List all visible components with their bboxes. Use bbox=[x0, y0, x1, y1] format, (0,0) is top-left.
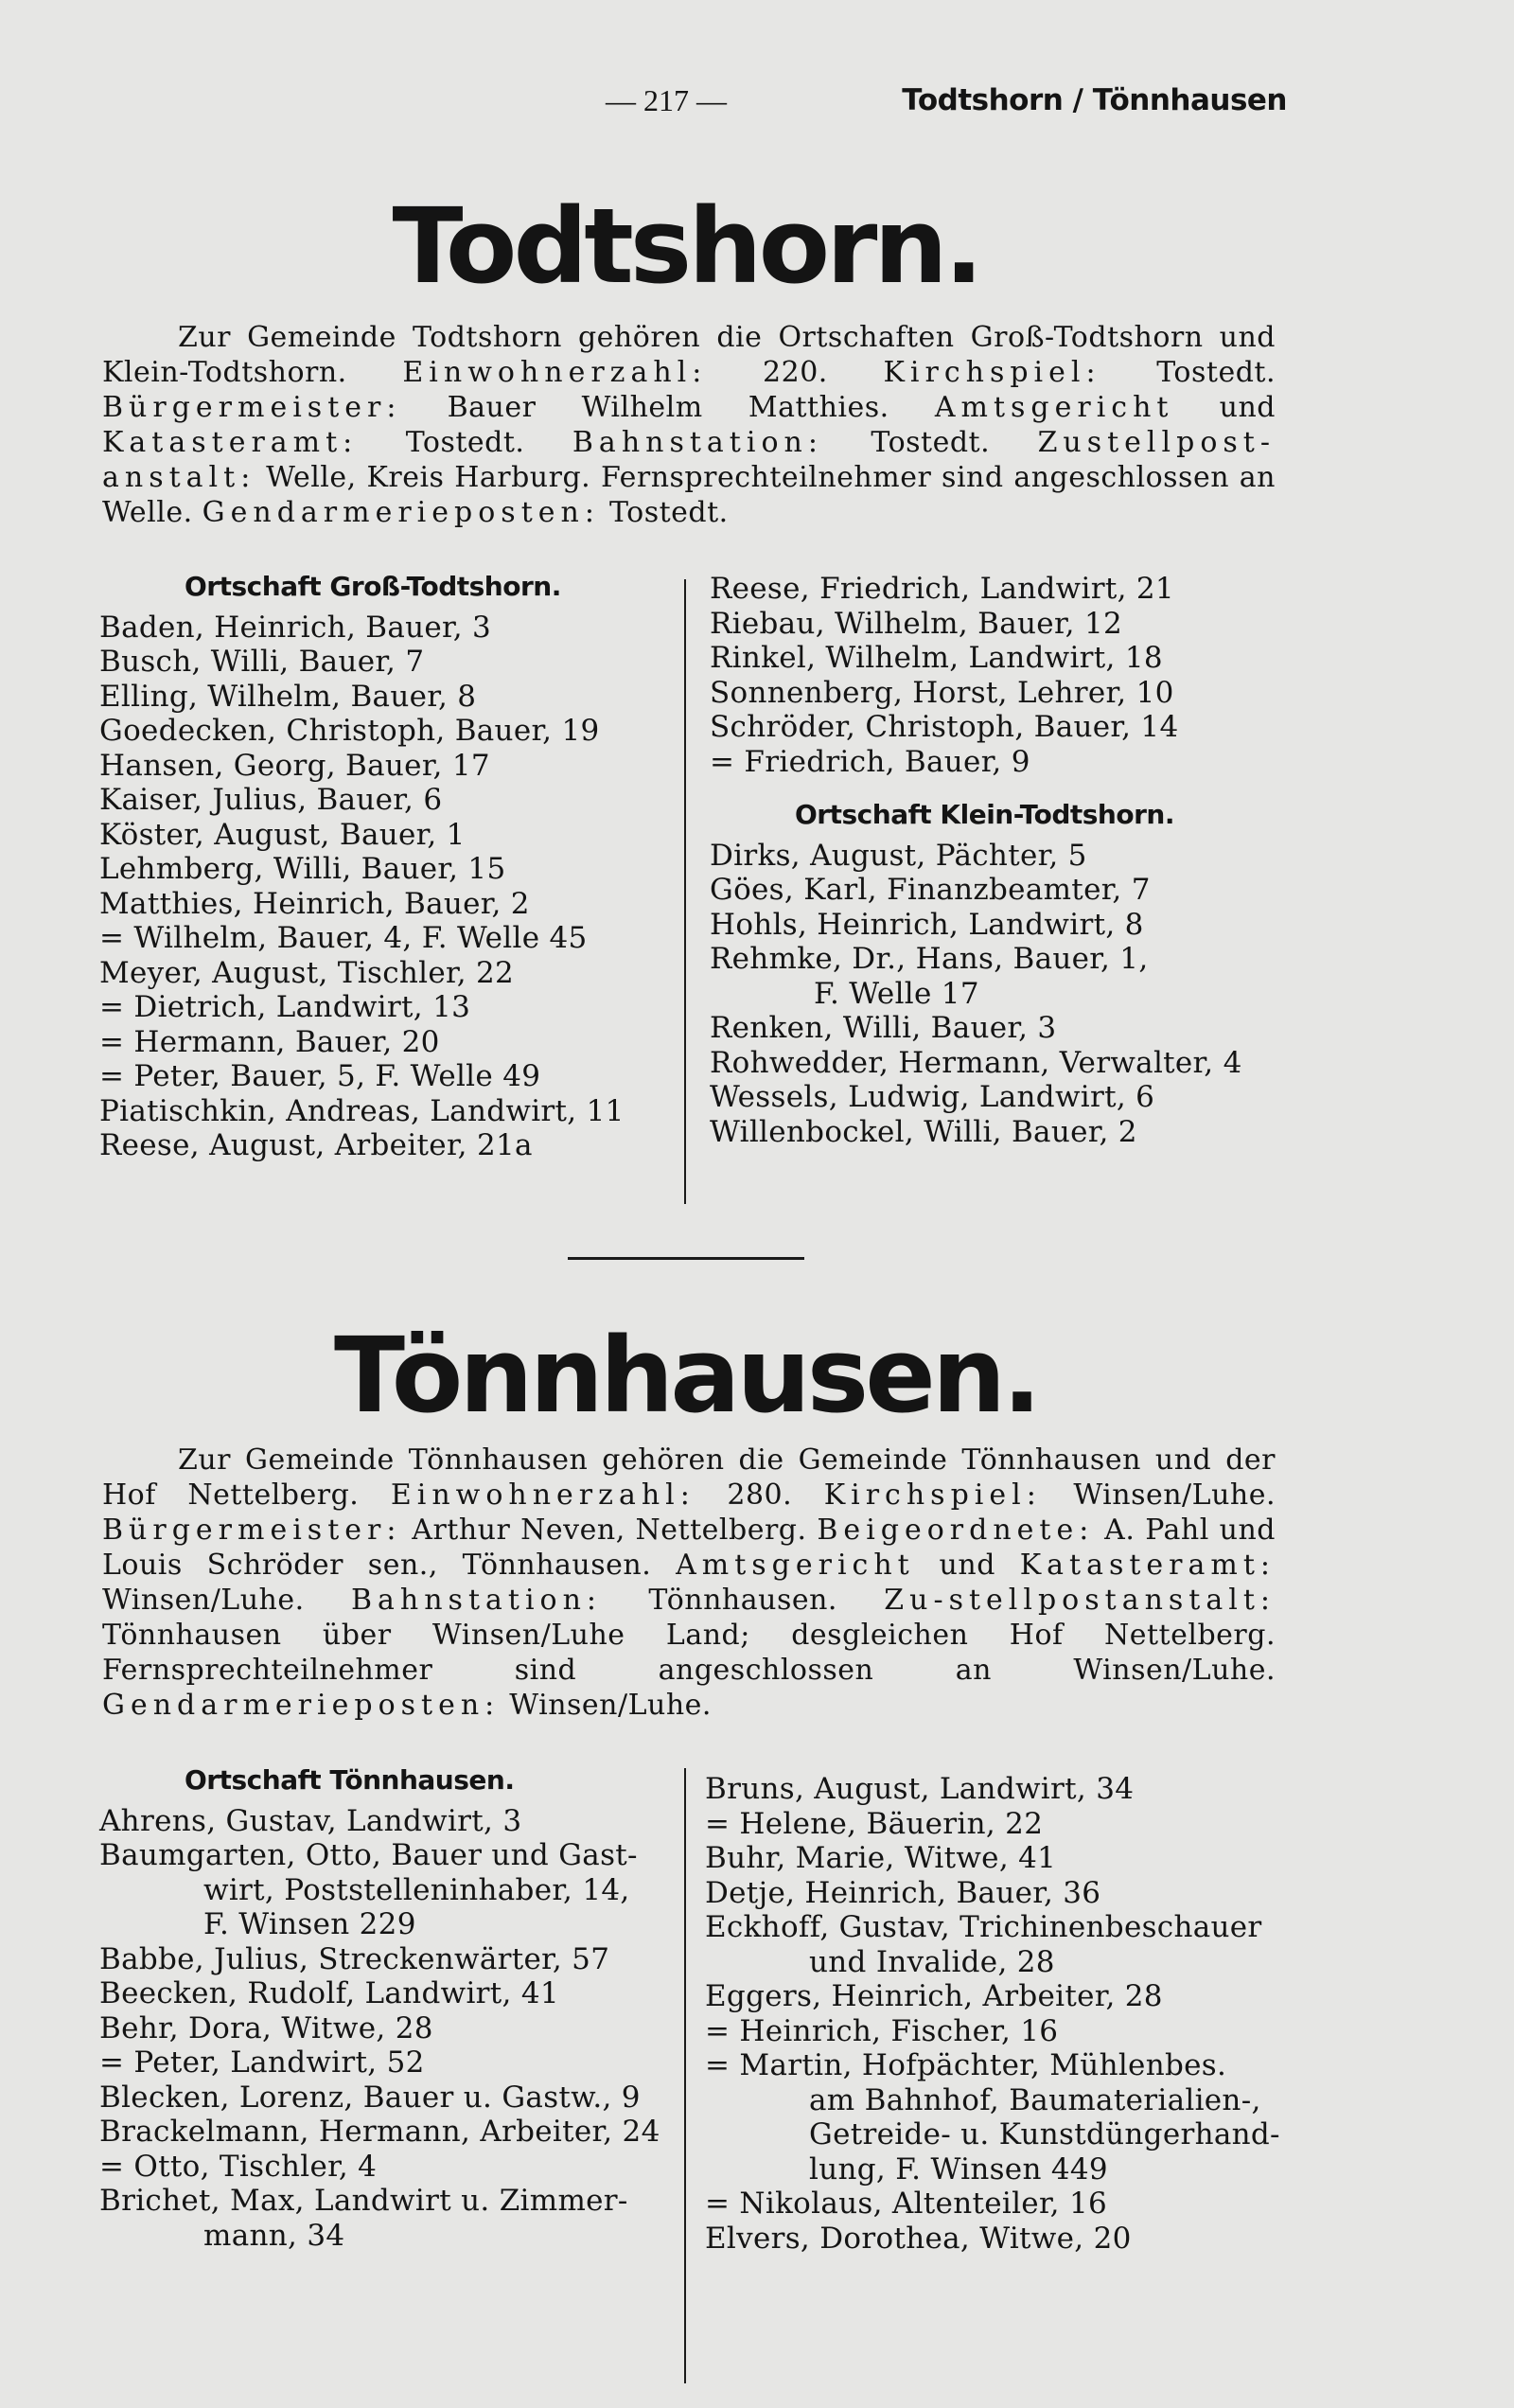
intro-label: Amtsgericht bbox=[676, 1549, 915, 1582]
intro-label: Zu-stellpostanstalt: bbox=[884, 1584, 1276, 1617]
intro-text: 220. bbox=[707, 356, 884, 389]
entry-continuation: lung, F. Winsen 449 bbox=[809, 2151, 1108, 2187]
directory-entry: Schröder, Christoph, Bauer, 14 bbox=[710, 710, 1179, 744]
page-header bbox=[95, 83, 1287, 131]
intro-label: Katasteramt: bbox=[102, 426, 359, 459]
directory-entry: Köster, August, Bauer, 1 bbox=[99, 817, 466, 852]
locality-heading: Ortschaft Tönnhausen. bbox=[185, 1764, 515, 1796]
directory-entry: Lehmberg, Willi, Bauer, 15 bbox=[99, 852, 506, 886]
directory-entry: Kaiser, Julius, Bauer, 6 bbox=[99, 783, 443, 817]
directory-entry: = Martin, Hofpächter, Mühlenbes. bbox=[705, 2048, 1227, 2082]
locality-heading: Ortschaft Klein-Todtshorn. bbox=[795, 799, 1174, 830]
directory-entry: Eckhoff, Gustav, Trichinenbeschauer bbox=[705, 1910, 1262, 1944]
todtshorn-right-column bbox=[710, 572, 1242, 1149]
entry-continuation: F. Welle 17 bbox=[814, 976, 979, 1011]
intro-label: Zustellpost-anstalt: bbox=[102, 426, 1276, 494]
directory-entry: Baden, Heinrich, Bauer, 3 bbox=[99, 610, 492, 645]
intro-label: Bahnstation: bbox=[572, 426, 823, 459]
intro-label: Katasteramt: bbox=[1019, 1549, 1276, 1582]
entry-continuation: am Bahnhof, Baumaterialien-, bbox=[809, 2082, 1261, 2117]
intro-label: Einwohnerzahl: bbox=[390, 1478, 695, 1512]
directory-entry: = Peter, Bauer, 5, F. Welle 49 bbox=[99, 1059, 541, 1093]
intro-text: Bauer Wilhelm Matthies. bbox=[401, 391, 935, 424]
directory-entry: Elling, Wilhelm, Bauer, 8 bbox=[99, 679, 477, 714]
directory-entry: Renken, Willi, Bauer, 3 bbox=[710, 1011, 1057, 1045]
directory-entry: = Hermann, Bauer, 20 bbox=[99, 1024, 440, 1059]
directory-entry: Göes, Karl, Finanzbeamter, 7 bbox=[710, 873, 1151, 907]
directory-entry: Behr, Dora, Witwe, 28 bbox=[99, 2010, 433, 2045]
intro-text: Tostedt. bbox=[599, 496, 729, 529]
directory-entry: Ahrens, Gustav, Landwirt, 3 bbox=[99, 1803, 522, 1838]
directory-entry: Rehmke, Dr., Hans, Bauer, 1, bbox=[710, 942, 1149, 976]
directory-entry: Willenbockel, Willi, Bauer, 2 bbox=[710, 1114, 1137, 1149]
directory-entry: Bruns, August, Landwirt, 34 bbox=[705, 1772, 1135, 1806]
intro-label: Kirchspiel: bbox=[883, 356, 1101, 389]
directory-entry: Dirks, August, Pächter, 5 bbox=[710, 838, 1087, 873]
directory-entry: Hansen, Georg, Bauer, 17 bbox=[99, 748, 490, 783]
intro-todtshorn bbox=[102, 320, 1276, 530]
directory-entry: Elvers, Dorothea, Witwe, 20 bbox=[705, 2221, 1132, 2256]
intro-text: 280. bbox=[695, 1478, 824, 1512]
intro-label: Einwohnerzahl: bbox=[402, 356, 708, 389]
intro-label: Kirchspiel: bbox=[823, 1478, 1042, 1512]
intro-text: Tostedt. bbox=[358, 426, 572, 459]
directory-entry: Babbe, Julius, Streckenwärter, 57 bbox=[99, 1941, 610, 1976]
directory-entry: Baumgarten, Otto, Bauer und Gast- bbox=[99, 1838, 638, 1872]
directory-entry: Beecken, Rudolf, Landwirt, 41 bbox=[99, 1976, 559, 2010]
directory-entry: Matthies, Heinrich, Bauer, 2 bbox=[99, 886, 530, 921]
directory-entry: = Heinrich, Fischer, 16 bbox=[705, 2013, 1059, 2048]
spacer bbox=[710, 779, 1242, 792]
directory-entry: = Dietrich, Landwirt, 13 bbox=[99, 990, 471, 1024]
intro-label: Gendarmerieposten: bbox=[102, 1689, 501, 1722]
directory-entry: = Wilhelm, Bauer, 4, F. Welle 45 bbox=[99, 921, 588, 955]
directory-entry: Rinkel, Wilhelm, Landwirt, 18 bbox=[710, 641, 1163, 675]
directory-entry: Reese, Friedrich, Landwirt, 21 bbox=[710, 572, 1174, 606]
directory-entry: Hohls, Heinrich, Landwirt, 8 bbox=[710, 907, 1144, 942]
directory-entry: = Helene, Bäuerin, 22 bbox=[705, 1806, 1044, 1841]
section-separator bbox=[568, 1257, 804, 1260]
directory-entry: = Friedrich, Bauer, 9 bbox=[710, 744, 1030, 779]
intro-paragraph bbox=[102, 1443, 1276, 1723]
directory-entry: Rohwedder, Hermann, Verwalter, 4 bbox=[710, 1045, 1242, 1080]
column-divider bbox=[684, 1768, 686, 2383]
directory-entry: Piatischkin, Andreas, Landwirt, 11 bbox=[99, 1093, 625, 1128]
todtshorn-left-column bbox=[99, 564, 625, 1163]
intro-text: Arthur Neven, Nettelberg. bbox=[401, 1514, 818, 1547]
intro-text: und bbox=[914, 1549, 1020, 1582]
directory-entry: Meyer, August, Tischler, 22 bbox=[99, 955, 515, 990]
locality-heading: Ortschaft Groß-Todtshorn. bbox=[185, 571, 561, 602]
entry-continuation: mann, 34 bbox=[203, 2218, 345, 2253]
intro-text: Tostedt. bbox=[822, 426, 1038, 459]
directory-entry: Busch, Willi, Bauer, 7 bbox=[99, 645, 425, 679]
intro-text: Winsen/Luhe. bbox=[102, 1584, 351, 1617]
running-head: Todtshorn / Tönnhausen bbox=[902, 83, 1287, 117]
directory-entry: Reese, August, Arbeiter, 21a bbox=[99, 1128, 533, 1162]
intro-label: Gendarmerieposten: bbox=[202, 496, 600, 529]
intro-label: Amtsgericht bbox=[934, 391, 1174, 424]
intro-text: Welle, Kreis Harburg. Fernsprechteilnehmer sind angeschlossen an Welle. bbox=[102, 461, 1276, 529]
directory-entry: = Otto, Tischler, 4 bbox=[99, 2149, 378, 2184]
directory-entry: = Nikolaus, Altenteiler, 16 bbox=[705, 2187, 1108, 2221]
directory-entry: Eggers, Heinrich, Arbeiter, 28 bbox=[705, 1979, 1163, 2013]
directory-entry: = Peter, Landwirt, 52 bbox=[99, 2045, 425, 2080]
intro-label: Beigeordnete: bbox=[817, 1514, 1095, 1547]
directory-entry: Blecken, Lorenz, Bauer u. Gastw., 9 bbox=[99, 2080, 641, 2115]
column-divider bbox=[684, 579, 686, 1204]
intro-label: Bahnstation: bbox=[350, 1584, 603, 1617]
directory-entry: Wessels, Ludwig, Landwirt, 6 bbox=[710, 1080, 1155, 1114]
directory-entry: Detje, Heinrich, Bauer, 36 bbox=[705, 1875, 1101, 1910]
intro-text: A. Pahl und Louis Schröder sen., Tönnhausen. bbox=[102, 1514, 1276, 1582]
intro-label: Bürgermeister: bbox=[102, 1514, 402, 1547]
intro-text: Zur Gemeinde Tönnhausen gehören die Gemeinde Tönnhausen und der Hof Nettelberg. bbox=[102, 1443, 1276, 1512]
directory-entry: Brackelmann, Hermann, Arbeiter, 24 bbox=[99, 2115, 660, 2149]
intro-text: und bbox=[1173, 391, 1276, 424]
intro-text: Winsen/Luhe. bbox=[1041, 1478, 1276, 1512]
toennhausen-left-column bbox=[99, 1758, 660, 2253]
intro-text: Tönnhausen. bbox=[602, 1584, 885, 1617]
intro-text: Tönnhausen über Winsen/Luhe Land; desgleichen Hof Nettelberg. Fernsprechteilnehmer sind angeschlossen an Winsen/Luhe. bbox=[102, 1619, 1276, 1687]
page-number: — 217 — bbox=[606, 83, 727, 117]
entry-continuation: wirt, Poststelleninhaber, 14, bbox=[203, 1872, 630, 1907]
directory-entry: Sonnenberg, Horst, Lehrer, 10 bbox=[710, 675, 1174, 710]
intro-text: Winsen/Luhe. bbox=[500, 1689, 712, 1722]
section-title-todtshorn: Todtshorn. bbox=[392, 186, 980, 307]
intro-text: Zur Gemeinde Todtshorn gehören die Ortschaften Groß-Todtshorn und Klein-Todtshorn. bbox=[102, 321, 1276, 389]
entry-continuation: und Invalide, 28 bbox=[809, 1944, 1055, 1979]
directory-entry: Buhr, Marie, Witwe, 41 bbox=[705, 1841, 1057, 1875]
directory-entry: Riebau, Wilhelm, Bauer, 12 bbox=[710, 606, 1123, 641]
section-title-toennhausen: Tönnhausen. bbox=[334, 1315, 1038, 1436]
intro-paragraph bbox=[102, 320, 1276, 530]
intro-label: Bürgermeister: bbox=[102, 391, 402, 424]
intro-text: Tostedt. bbox=[1100, 356, 1276, 389]
intro-toennhausen bbox=[102, 1443, 1276, 1723]
directory-entry: Goedecken, Christoph, Bauer, 19 bbox=[99, 714, 600, 748]
entry-continuation: F. Winsen 229 bbox=[203, 1907, 416, 1941]
directory-entry: Brichet, Max, Landwirt u. Zimmer- bbox=[99, 2184, 628, 2218]
toennhausen-right-column bbox=[705, 1772, 1280, 2256]
entry-continuation: Getreide- u. Kunstdüngerhand- bbox=[809, 2117, 1280, 2151]
